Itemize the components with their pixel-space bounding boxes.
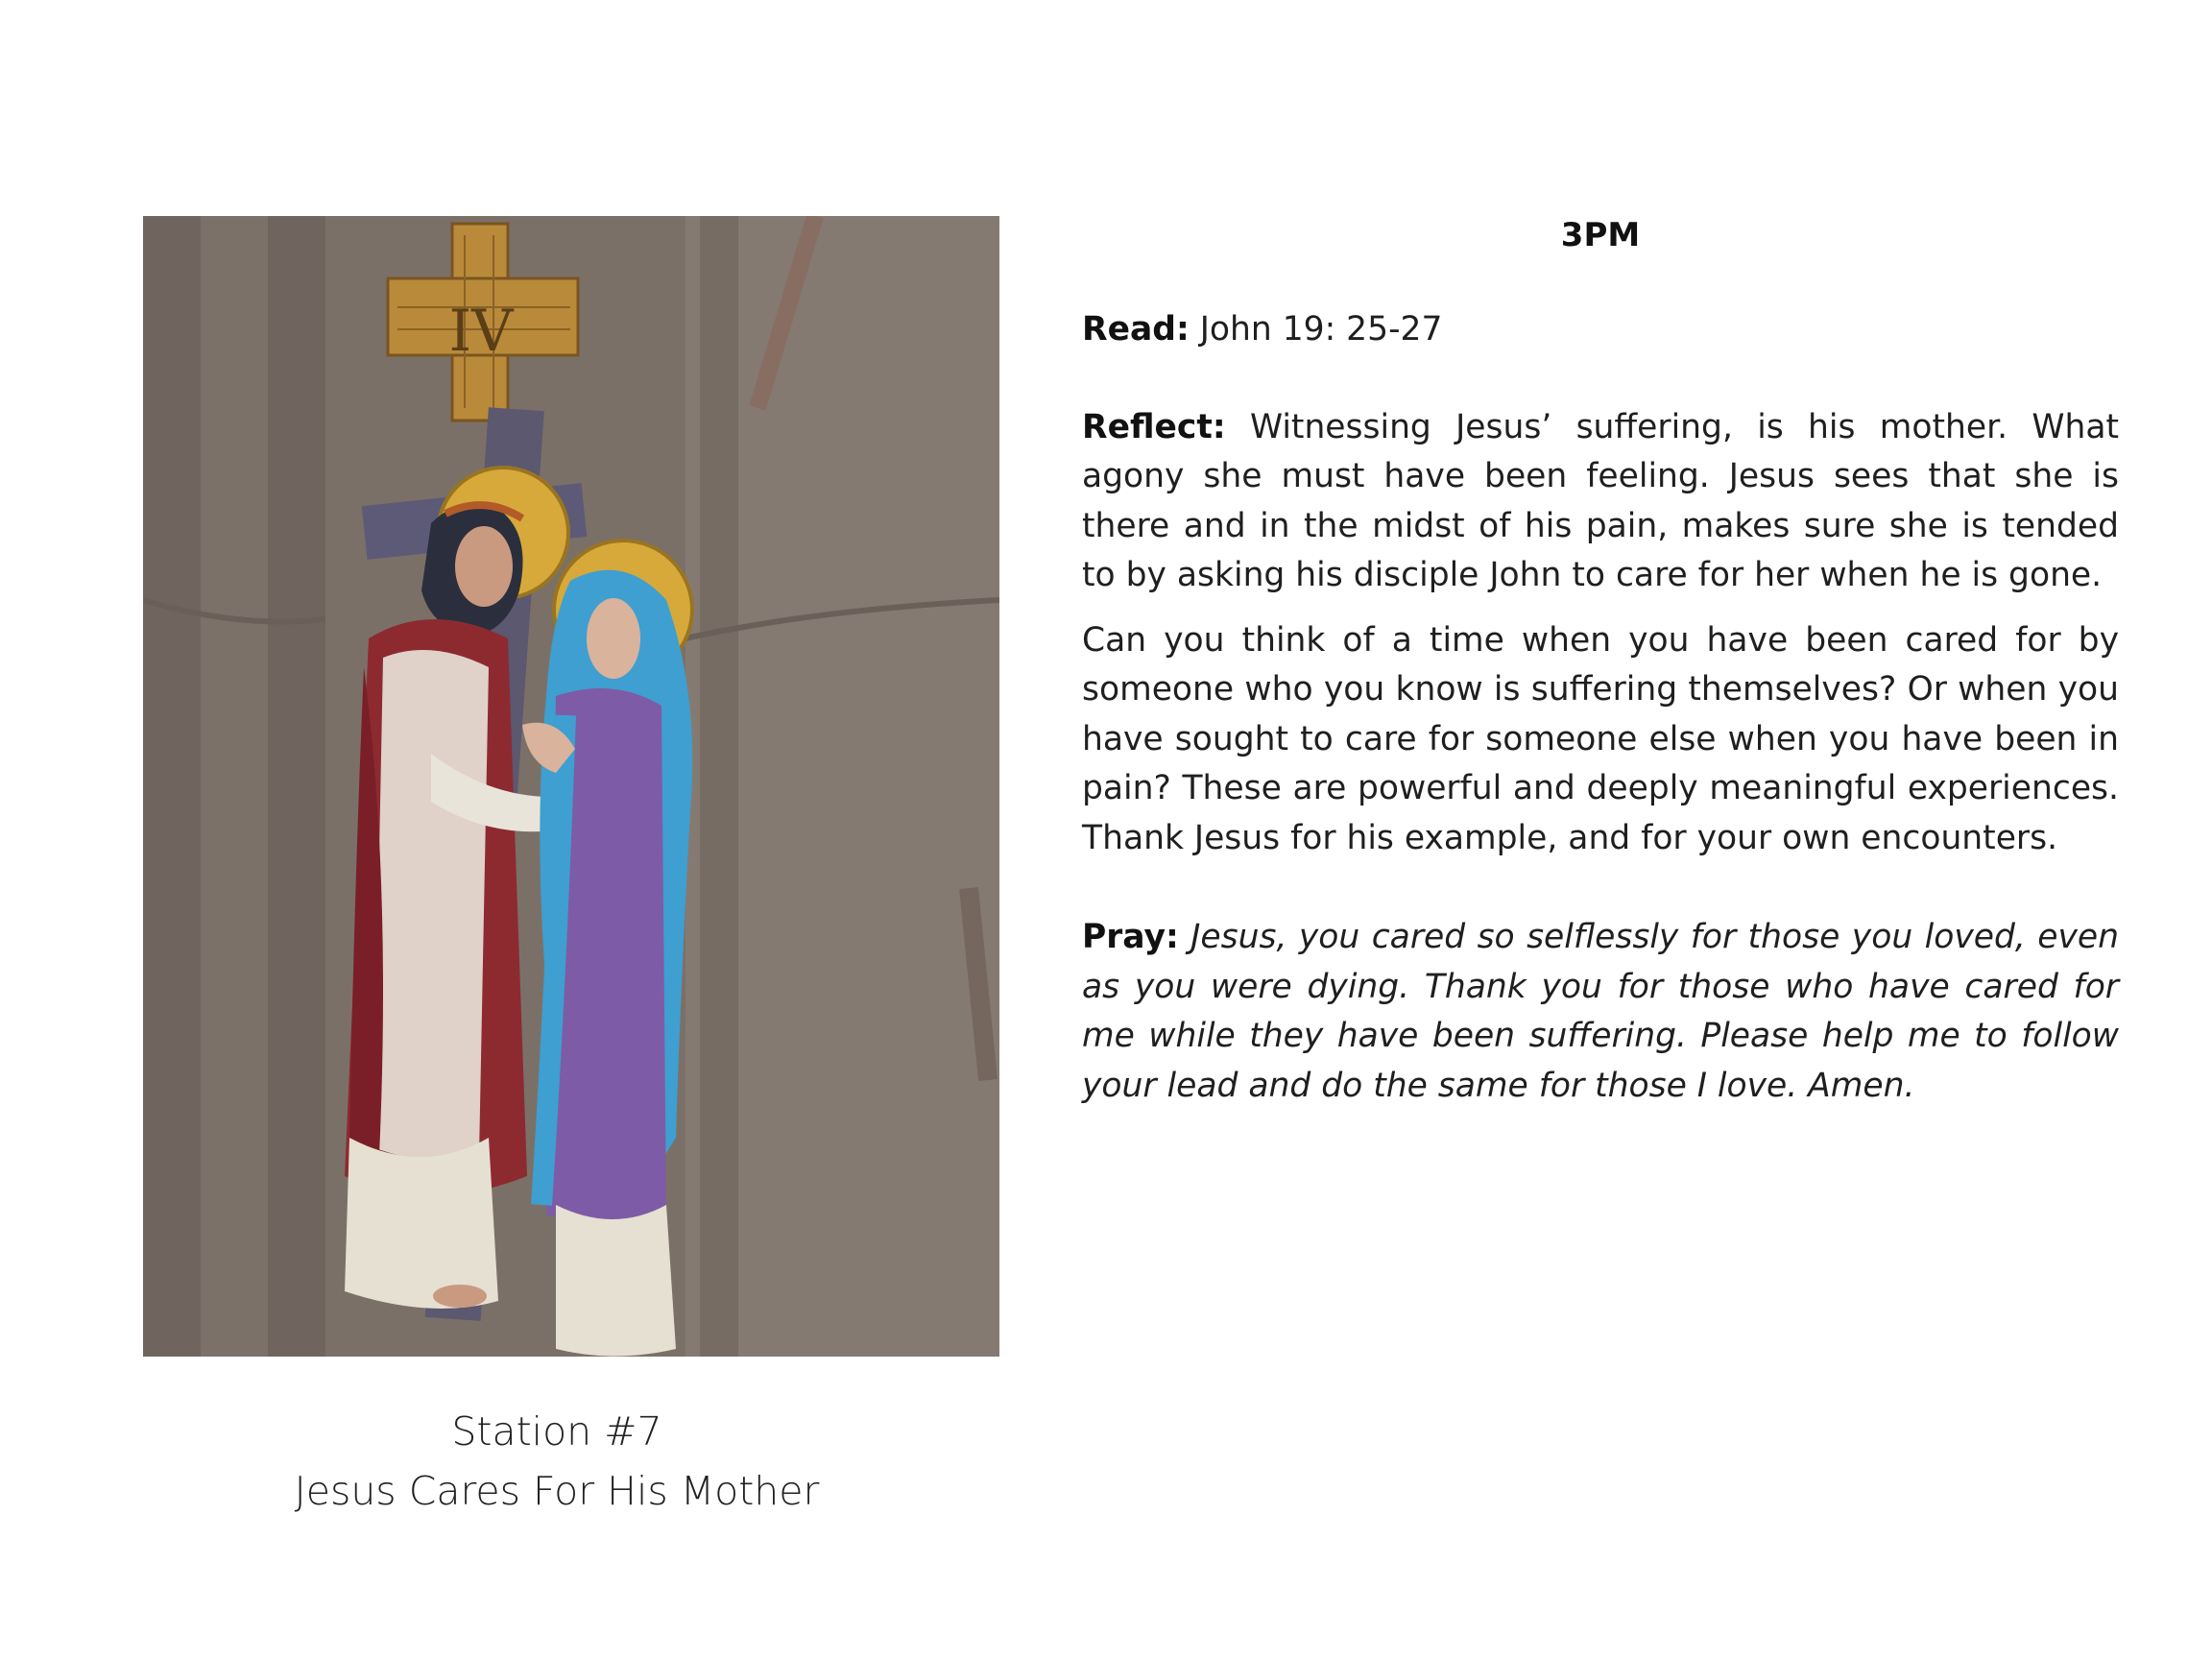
station-artwork-illustration: [143, 216, 999, 1357]
read-reference: John 19: 25-27: [1189, 310, 1443, 349]
read-label: Read:: [1082, 310, 1190, 349]
time-label: 3PM: [1560, 216, 1641, 254]
pray-section: [1082, 913, 2119, 1111]
station-number: Station #7: [451, 1408, 662, 1455]
station-caption: [143, 1402, 971, 1521]
reflect-text: Witnessing Jesus’ suffering, is his mother. What agony she must have been feeling. Jesus sees that she is there and in the midst of his pain, makes sure she is tended to by asking his disciple John to care for her when he is gone.: [1082, 407, 2119, 594]
devotion-text: [1082, 211, 2119, 1111]
pray-label: Pray:: [1082, 918, 1179, 956]
reflect-question: Can you think of a time when you have been cared for by someone who you know is suffering themselves? Or when you have sought to care for someone else when you have been in pain? These are powerful and deeply meaningful experiences. Thank Jesus for his example, and for your own encounters.: [1082, 620, 2119, 857]
station-artwork-image: [143, 216, 999, 1357]
reflect-section: [1082, 403, 2119, 601]
cross-numeral: IV: [448, 298, 514, 365]
pray-text: Jesus, you cared so selflessly for those you loved, even as you were dying. Thank you for those who have cared for me while they have been suffering. Please help me to follow your lead and do the same for those I love. Amen.: [1082, 918, 2119, 1105]
station-title: Jesus Cares For His Mother: [294, 1468, 820, 1514]
reflect-label: Reflect:: [1082, 407, 1226, 446]
read-section: [1082, 305, 2119, 355]
